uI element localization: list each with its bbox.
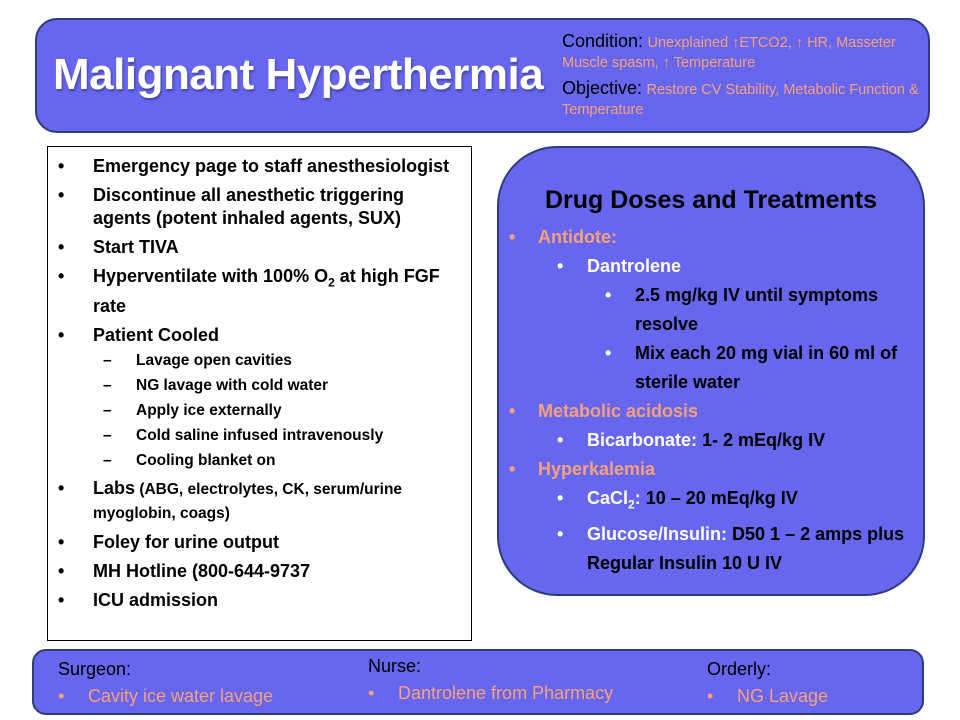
action-text: Discontinue all anesthetic triggering agents (potent inhaled agents, SUX) <box>93 185 405 228</box>
condition-text: Unexplained ↑ETCO2, ↑ HR, Masseter Muscle spasm, ↑ Temperature <box>562 35 896 71</box>
metabolic-heading: Metabolic acidosis <box>538 401 699 421</box>
action-text: Labs <box>93 477 136 498</box>
bullet-icon: • <box>58 589 65 610</box>
orderly-column <box>707 659 828 707</box>
condition-label: Condition: <box>562 31 644 51</box>
list-item <box>507 397 915 426</box>
action-text: at high FGF rate <box>93 266 440 316</box>
list-item <box>707 686 828 707</box>
objective-label: Objective: <box>562 78 643 98</box>
bullet-icon: • <box>557 256 564 276</box>
list-item <box>93 451 461 471</box>
bullet-icon: • <box>58 156 65 176</box>
header-info <box>562 30 922 124</box>
dash-icon: – <box>103 351 112 369</box>
dash-icon: – <box>103 451 112 469</box>
list-item <box>507 520 915 578</box>
drug-title: Drug Doses and Treatments <box>544 186 878 214</box>
page-title: Malignant Hyperthermia <box>53 50 544 99</box>
bullet-icon: • <box>58 266 65 286</box>
dash-icon: – <box>103 426 112 444</box>
surgeon-task: Cavity ice water lavage <box>88 686 274 706</box>
bullet-icon: • <box>557 488 564 508</box>
list-item <box>93 376 461 396</box>
cacl-dose: 10 – 20 mEq/kg IV <box>640 488 798 508</box>
list-item <box>58 265 461 318</box>
condition-block <box>562 30 922 73</box>
dash-icon: – <box>103 401 112 419</box>
sub-text: NG lavage with cold water <box>136 376 329 394</box>
sub-text: Lavage open cavities <box>136 351 292 369</box>
subscript: 2 <box>328 275 335 290</box>
dantrolene-dose: 2.5 mg/kg IV until symptoms resolve <box>635 285 879 334</box>
bullet-icon: • <box>707 686 714 706</box>
bullet-icon: • <box>58 686 65 706</box>
cacl-colon: : <box>634 488 641 508</box>
bullet-icon: • <box>557 523 564 544</box>
list-item <box>58 184 461 230</box>
list-item <box>58 236 461 259</box>
bullet-icon: • <box>509 401 516 421</box>
dash-icon: – <box>103 376 112 394</box>
action-text: Foley for urine output <box>93 531 279 552</box>
list-item <box>368 683 613 704</box>
nurse-column <box>368 656 613 704</box>
bullet-icon: • <box>58 560 65 581</box>
action-text: Start TIVA <box>93 237 179 257</box>
list-item <box>93 426 461 446</box>
drug-content <box>507 223 915 578</box>
actions-list <box>48 147 471 612</box>
labs-note: (ABG, electrolytes, CK, serum/urine myoglobin, coags) <box>93 480 403 522</box>
actions-box <box>47 146 472 641</box>
list-item <box>58 589 461 612</box>
list-item <box>507 484 915 520</box>
roles-footer <box>32 649 924 715</box>
subscript: 2 <box>628 497 635 512</box>
bullet-icon: • <box>58 324 65 345</box>
sub-text: Cooling blanket on <box>136 451 276 469</box>
bullet-icon: • <box>58 185 65 205</box>
bullet-icon: • <box>509 459 516 479</box>
orderly-task: NG Lavage <box>737 686 829 706</box>
list-item <box>507 223 915 252</box>
list-item <box>58 324 461 471</box>
action-text: ICU admission <box>93 589 219 610</box>
dantrolene-label: Dantrolene <box>587 256 682 276</box>
bullet-icon: • <box>557 430 564 450</box>
objective-block <box>562 77 922 120</box>
cooling-sublist <box>93 351 461 471</box>
bullet-icon: • <box>58 531 65 552</box>
list-item <box>58 531 461 554</box>
action-text: MH Hotline (800-644-9737 <box>93 560 311 581</box>
action-text: Hyperventilate with 100% O <box>93 266 329 286</box>
action-text: Emergency page to staff anesthesiologist <box>93 156 450 176</box>
sub-text: Cold saline infused intravenously <box>136 426 384 444</box>
bicarb-label: Bicarbonate: <box>587 430 698 450</box>
header-banner <box>35 18 930 133</box>
bicarb-dose: 1- 2 mEq/kg IV <box>697 430 826 450</box>
list-item <box>58 155 461 178</box>
sub-text: Apply ice externally <box>136 401 282 419</box>
antidote-heading: Antidote: <box>538 227 617 247</box>
bullet-icon: • <box>58 477 65 498</box>
list-item <box>93 351 461 371</box>
list-item <box>507 252 915 281</box>
nurse-task: Dantrolene from Pharmacy <box>398 683 614 703</box>
drug-doses-panel <box>497 146 925 596</box>
bullet-icon: • <box>605 285 612 305</box>
bullet-icon: • <box>368 683 375 703</box>
list-item <box>507 426 915 455</box>
dantrolene-mix: Mix each 20 mg vial in 60 ml of sterile water <box>635 343 898 392</box>
glucose-label: Glucose/Insulin: <box>587 523 728 544</box>
hyperkalemia-heading: Hyperkalemia <box>538 459 656 479</box>
glucose-dose: D50 1 – 2 amps plus Regular Insulin 10 U IV <box>587 523 905 573</box>
list-item <box>58 477 461 525</box>
bullet-icon: • <box>605 343 612 363</box>
objective-text: Restore CV Stability, Metabolic Function & Temperature <box>562 82 919 118</box>
surgeon-label: Surgeon: <box>58 659 132 679</box>
list-item <box>58 560 461 583</box>
list-item <box>507 339 915 397</box>
list-item <box>507 455 915 484</box>
list-item <box>93 401 461 421</box>
bullet-icon: • <box>509 227 516 247</box>
list-item <box>58 686 273 707</box>
list-item <box>507 281 915 339</box>
bullet-icon: • <box>58 237 65 257</box>
orderly-label: Orderly: <box>707 659 772 679</box>
nurse-label: Nurse: <box>368 656 422 676</box>
action-text: Patient Cooled <box>93 324 220 345</box>
surgeon-column <box>58 659 273 707</box>
cacl-label: CaCl <box>587 488 629 508</box>
